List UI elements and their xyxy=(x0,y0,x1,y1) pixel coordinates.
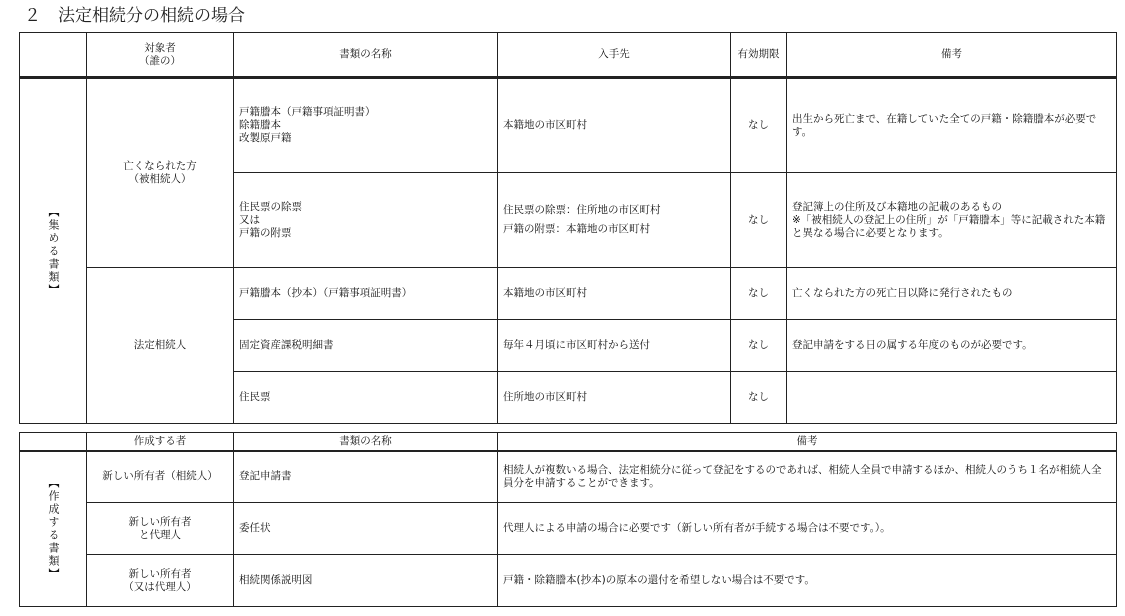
header-creator: 作成する者 xyxy=(87,433,234,451)
doc-name-cell: 戸籍謄本（抄本）（戸籍事項証明書） xyxy=(234,268,498,320)
create-documents-table xyxy=(19,432,1117,607)
section-label-cell xyxy=(20,451,87,607)
collect-documents-table xyxy=(19,32,1117,424)
header-validity: 有効期限 xyxy=(731,33,787,78)
validity-cell: なし xyxy=(731,372,787,424)
doc-name-cell: 戸籍謄本（戸籍事項証明書） 除籍謄本 改製原戸籍 xyxy=(234,78,498,173)
header-doc-name: 書類の名称 xyxy=(234,433,498,451)
source-line: 戸籍の附票：本籍地の市区町村 xyxy=(503,223,650,235)
table-row xyxy=(20,555,1117,607)
validity-cell: なし xyxy=(731,173,787,268)
notes-cell: 登記簿上の住所及び本籍地の記載のあるもの ※「被相続人の登記上の住所」が「戸籍謄本」等に記載された本籍と異なる場合に必要となります。 xyxy=(787,173,1117,268)
section-label-create: 【作成する書類】 xyxy=(47,476,60,581)
header-notes: 備考 xyxy=(787,33,1117,78)
section-label-collect: 【集める書類】 xyxy=(47,205,60,297)
page-title: ２ 法定相続分の相続の場合 xyxy=(24,6,245,26)
doc-name-cell: 住民票 xyxy=(234,372,498,424)
source-cell: 住所地の市区町村 xyxy=(498,372,731,424)
source-cell: 本籍地の市区町村 xyxy=(498,268,731,320)
who-deceased: 亡くなられた方 （被相続人） xyxy=(87,78,234,268)
creator-cell: 新しい所有者 と代理人 xyxy=(87,503,234,555)
validity-cell: なし xyxy=(731,268,787,320)
creator-cell: 新しい所有者（相続人） xyxy=(87,451,234,503)
source-line: 住民票の除票：住所地の市区町村 xyxy=(503,204,661,216)
doc-name-cell: 住民票の除票 又は 戸籍の附票 xyxy=(234,173,498,268)
header-doc-name: 書類の名称 xyxy=(234,33,498,78)
doc-name-cell: 登記申請書 xyxy=(234,451,498,503)
source-cell: 本籍地の市区町村 xyxy=(498,78,731,173)
creator-cell: 新しい所有者 （又は代理人） xyxy=(87,555,234,607)
notes-cell xyxy=(787,372,1117,424)
notes-cell: 登記申請をする日の属する年度のものが必要です。 xyxy=(787,320,1117,372)
table-row xyxy=(20,268,1117,320)
table-row xyxy=(20,451,1117,503)
source-cell xyxy=(498,173,731,268)
header-who: 対象者 （誰の） xyxy=(87,33,234,78)
notes-cell: 出生から死亡まで、在籍していた全ての戸籍・除籍謄本が必要です。 xyxy=(787,78,1117,173)
validity-cell: なし xyxy=(731,78,787,173)
validity-cell: なし xyxy=(731,320,787,372)
table-row xyxy=(20,78,1117,173)
header-notes: 備考 xyxy=(498,433,1117,451)
notes-cell: 戸籍・除籍謄本(抄本)の原本の還付を希望しない場合は不要です。 xyxy=(498,555,1117,607)
table-row xyxy=(20,503,1117,555)
doc-name-cell: 委任状 xyxy=(234,503,498,555)
notes-cell: 相続人が複数いる場合、法定相続分に従って登記をするのであれば、相続人全員で申請するほか、相続人のうち１名が相続人全員分を申請することができます。 xyxy=(498,451,1117,503)
header-source: 入手先 xyxy=(498,33,731,78)
section-label-cell xyxy=(20,78,87,424)
notes-cell: 代理人による申請の場合に必要です（新しい所有者が手続する場合は不要です。）。 xyxy=(498,503,1117,555)
header-blank xyxy=(20,33,87,78)
source-cell: 毎年４月頃に市区町村から送付 xyxy=(498,320,731,372)
notes-cell: 亡くなられた方の死亡日以降に発行されたもの xyxy=(787,268,1117,320)
who-heirs: 法定相続人 xyxy=(87,268,234,424)
header-blank xyxy=(20,433,87,451)
doc-name-cell: 固定資産課税明細書 xyxy=(234,320,498,372)
doc-name-cell: 相続関係説明図 xyxy=(234,555,498,607)
